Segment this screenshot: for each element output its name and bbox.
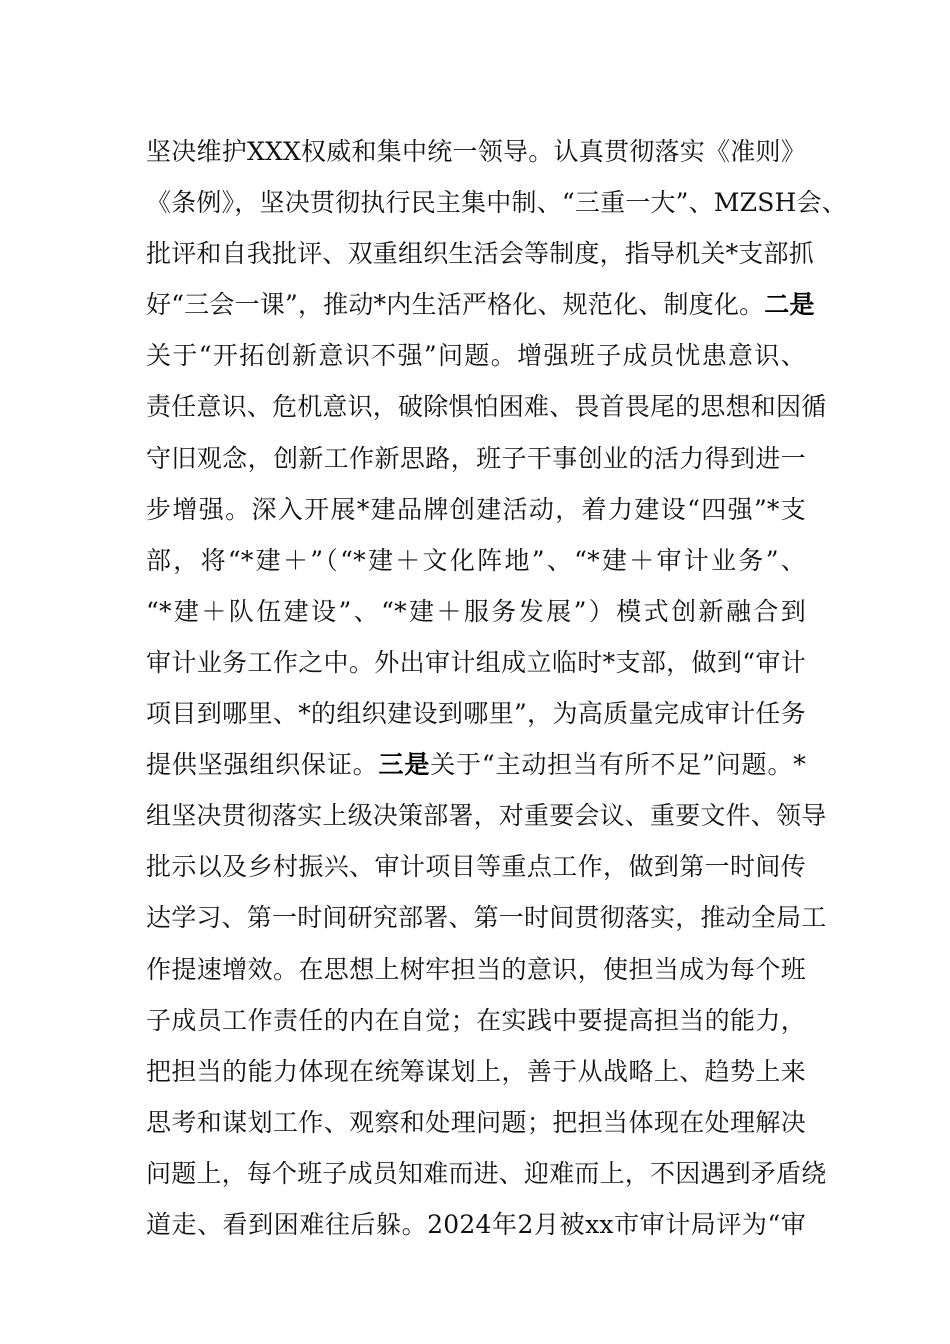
text-line [146, 1097, 806, 1148]
text-line [146, 535, 806, 586]
text-line [146, 739, 806, 790]
text-segment: 批示以及乡村振兴、审计项目等重点工作，做到第一时间传 [146, 852, 806, 882]
text-line [146, 892, 827, 943]
text-line [146, 126, 806, 177]
text-segment: 问题上，每个班子成员知难而进、迎难而上，不因遇到矛盾绕 [146, 1158, 827, 1188]
text-segment: 达学习、第一时间研究部署、第一时间贯彻落实，推动全局工 [146, 903, 827, 933]
text-segment: 审计业务工作之中。外出审计组成立临时*支部，做到“审计 [146, 647, 806, 677]
text-segment: 提供坚强组织保证。 [146, 750, 379, 780]
text-segment: 作提速增效。在思想上树牢担当的意识，使担当成为每个班 [146, 954, 806, 984]
text-segment: 步增强。深入开展*建品牌创建活动，着力建设“四强”*支 [146, 494, 806, 524]
text-segment: 部，将“*建＋”（“*建＋文化阵地”、“*建＋审计业务”、 [146, 545, 806, 575]
text-line [146, 944, 806, 995]
text-segment: 把担当的能力体现在统筹谋划上，善于从战略上、趋势上来 [146, 1056, 806, 1086]
text-line [146, 433, 806, 484]
text-line [146, 484, 806, 535]
text-line [146, 790, 827, 841]
body-text [146, 126, 847, 1250]
text-segment: 坚决维护XXX权威和集中统一领导。认真贯彻落实《准则》 [146, 137, 806, 166]
text-line [146, 586, 806, 637]
bold-marker: 三是 [378, 750, 431, 780]
text-line [146, 841, 806, 892]
text-segment: 批评和自我批评、双重组织生活会等制度，指导机关*支部抓 [146, 239, 814, 269]
text-segment: 项目到哪里、*的组织建设到哪里”，为高质量完成审计任务 [146, 699, 806, 729]
text-segment: 子成员工作责任的内在自觉；在实践中要提高担当的能力， [146, 1005, 806, 1035]
text-segment: “*建＋队伍建设”、“*建＋服务发展”）模式创新融合到 [146, 596, 806, 626]
text-segment: 《条例》，坚决贯彻执行民主集中制、“三重一大”、MZSH会、 [146, 188, 847, 218]
text-line [146, 177, 847, 228]
text-line [146, 381, 827, 432]
text-line [146, 279, 815, 330]
text-segment: 关于“主动担当有所不足”问题。* [430, 750, 806, 780]
text-segment: 责任意识、危机意识，破除惧怕困难、畏首畏尾的思想和因循 [146, 392, 827, 422]
text-line [146, 637, 806, 688]
bold-marker: 二是 [764, 290, 815, 320]
text-segment: 道走、看到困难往后躲。2024年2月被xx市审计局评为“审 [146, 1209, 806, 1239]
text-segment: 关于“开拓创新意识不强”问题。增强班子成员忧患意识、 [146, 341, 806, 371]
text-line [146, 1046, 806, 1097]
text-line [146, 995, 806, 1046]
text-line [146, 228, 814, 279]
text-line [146, 688, 806, 739]
text-line [146, 330, 806, 381]
text-segment: 守旧观念，创新工作新思路，班子干事创业的活力得到进一 [146, 443, 806, 473]
text-line [146, 1199, 806, 1250]
text-segment: 好“三会一课”，推动*内生活严格化、规范化、制度化。 [146, 290, 765, 320]
text-segment: 思考和谋划工作、观察和处理问题；把担当体现在处理解决 [146, 1107, 806, 1137]
text-segment: 组坚决贯彻落实上级决策部署，对重要会议、重要文件、领导 [146, 801, 827, 831]
text-line [146, 1148, 827, 1199]
